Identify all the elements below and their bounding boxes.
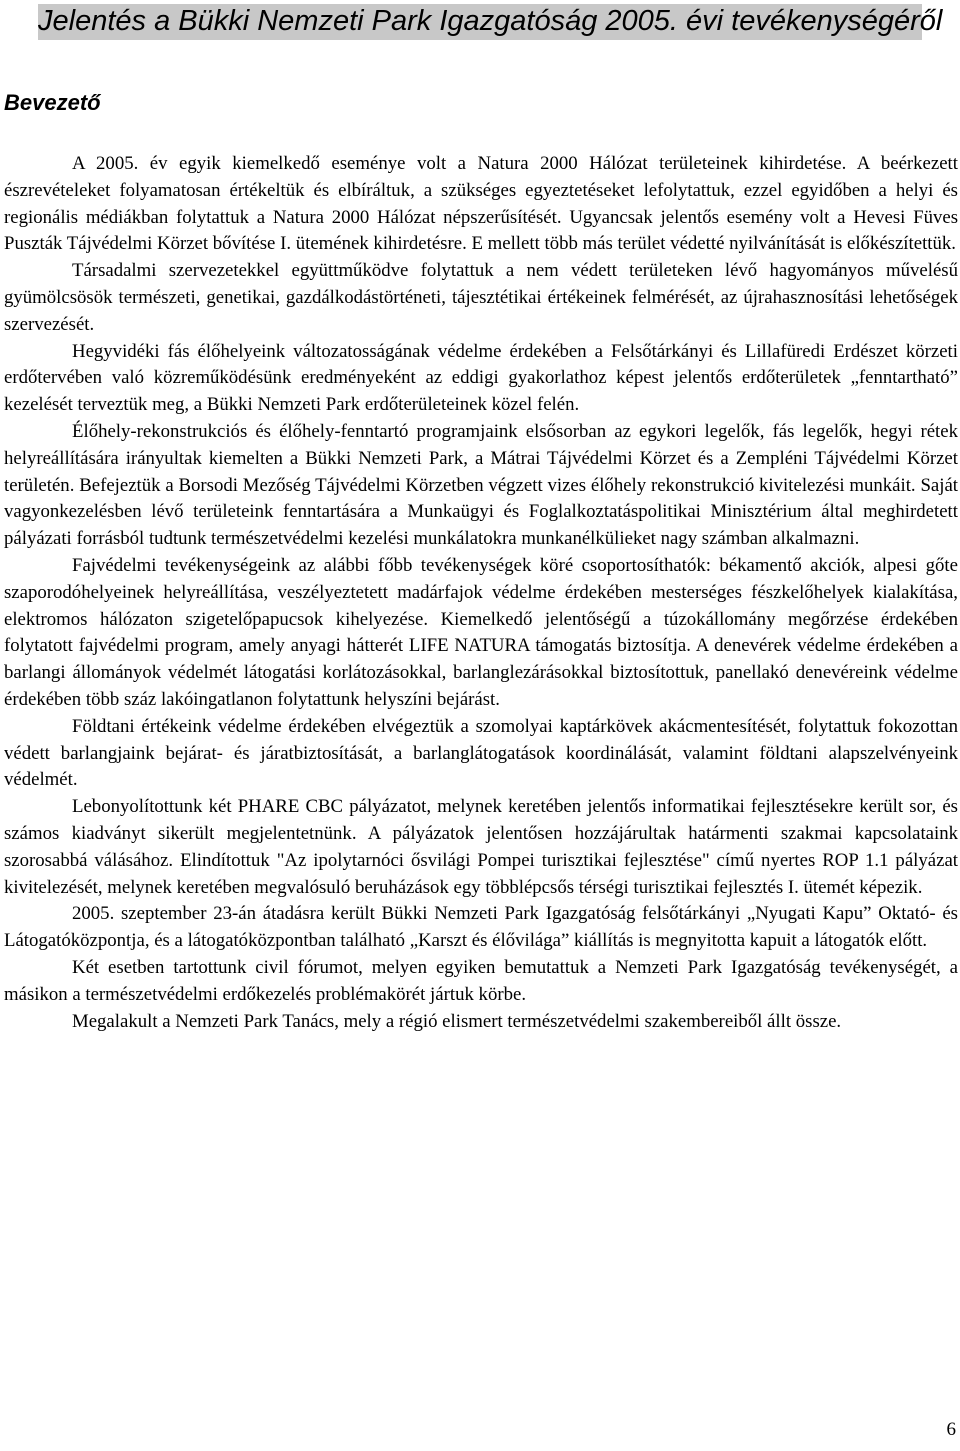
- body-text: [4, 151, 958, 1035]
- paragraph: Lebonyolítottunk két PHARE CBC pályázatot, melynek keretében jelentős informatikai fejlesztésekre került sor, és számos kiadványt sikerült megjelentetnünk. A pályázatok jelentősen hozzájárultak határmenti szakmai kapcsolataink szorosabbá válásához. Elindítottuk "Az ipolytarnóci ősvilági Pompei turisztikai fejlesztése" című nyertes ROP 1.1 pályázat kivitelezését, melynek keretében megvalósuló beruházások egy többlépcsős térségi turisztikai fejlesztés I. ütemét képezik.: [4, 796, 958, 898]
- paragraph: 2005. szeptember 23-án átadásra került Bükki Nemzeti Park Igazgatóság felsőtárkányi „Nyugati Kapu” Oktató- és Látogatóközpontja, és a látogatóközpontban található „Karszt és élővilága” kiállítás is megnyitotta kapuit a látogatók előtt.: [4, 903, 958, 952]
- paragraph: Megalakult a Nemzeti Park Tanács, mely a régió elismert természetvédelmi szakembereiből állt össze.: [72, 1010, 842, 1032]
- paragraph: Földtani értékeink védelme érdekében elvégeztük a szomolyai kaptárkövek akácmentesítését, folytattuk fokozottan védett barlangjaink bejárat- és járatbiztosítását, a barlanglátogatások koordinálását, valamint földtani alapszelvényeink védelmét.: [4, 715, 958, 791]
- page-number: 6: [946, 1419, 956, 1440]
- paragraph: Élőhely-rekonstrukciós és élőhely-fenntartó programjaink elsősorban az egykori legelők, fás legelők, hegyi rétek helyreállítására irányultak kiemelten a Bükki Nemzeti Park, a Mátrai Tájvédelmi Körzet és a Zempléni Tájvédelmi Körzet területén. Befejeztük a Borsodi Mezőség Tájvédelmi Körzetben végzett vizes élőhely rekonstrukció kivitelezési munkáit. Saját vagyonkezelésben lévő területeink fenntartására a Munkaügyi és Foglalkoztatáspolitikai Minisztérium által meghirdetett pályázati forrásból tudtunk természetvédelmi kezelési munkálatokra munkanélkülieket nagy számban alkalmazni.: [4, 420, 958, 550]
- document-header-title: Jelentés a Bükki Nemzeti Park Igazgatóság 2005. évi tevékenységéről: [38, 5, 943, 37]
- paragraph: A 2005. év egyik kiemelkedő eseménye volt a Natura 2000 Hálózat területeinek kihirdetése. A beérkezett észrevételeket folyamatosan értékeltük és elbíráltuk, a szükséges egyeztetéseket lefolytattuk, ezzel egyidőben a helyi és regionális médiákban folytattuk a Natura 2000 Hálózat népszerűsítését. Ugyancsak jelentős esemény volt a Hevesi Füves Puszták Tájvédelmi Körzet bővítése I. ütemének kihirdetésre. E mellett több más terület védetté nyilvánítását is előkészítettük.: [4, 153, 958, 255]
- section-title: Bevezető: [4, 90, 101, 115]
- paragraph: Társadalmi szervezetekkel együttműködve folytattuk a nem védett területeken lévő hagyományos művelésű gyümölcsösök természeti, genetikai, gazdálkodástörténeti, tájesztétikai értékeinek felmérését, az újrahasznosítási lehetőségek szervezését.: [4, 260, 958, 335]
- paragraph: Két esetben tartottunk civil fórumot, melyen egyiken bemutattuk a Nemzeti Park Igazgatóság tevékenységét, a másikon a természetvédelmi erdőkezelés problémakörét jártuk körbe.: [4, 956, 958, 1005]
- paragraph: Hegyvidéki fás élőhelyeink változatosságának védelme érdekében a Felsőtárkányi és Lillafüredi Erdészet körzeti erdőtervében való közreműködésünk eredményeként az eddigi gyakorlathoz képest jelentős erdőterületek „fenntartható” kezelését terveztük meg, a Bükki Nemzeti Park erdőterületeinek közel felén.: [4, 340, 958, 416]
- paragraph: Fajvédelmi tevékenységeink az alábbi főbb tevékenységek köré csoportosíthatók: békamentő akciók, alpesi gőte szaporodóhelyeinek helyreállítása, veszélyeztetett madárfajok védelme érdekében mesterséges fészkelőhelyek kialakítása, elektromos hálózaton szigetelőpapucsok kihelyezése. Kiemelkedő jelentőségű a túzokállomány megőrzése érdekében folytatott fajvédelmi program, amely anyagi hátterét LIFE NATURA támogatás biztosítja. A denevérek védelme érdekében a barlangi állományok védelmét látogatási korlátozásokkal, barlanglezárásokkal biztosítottuk, panellakó denevéreink védelme érdekében több száz lakóingatlanon folytattunk helyszíni bejárást.: [4, 554, 958, 710]
